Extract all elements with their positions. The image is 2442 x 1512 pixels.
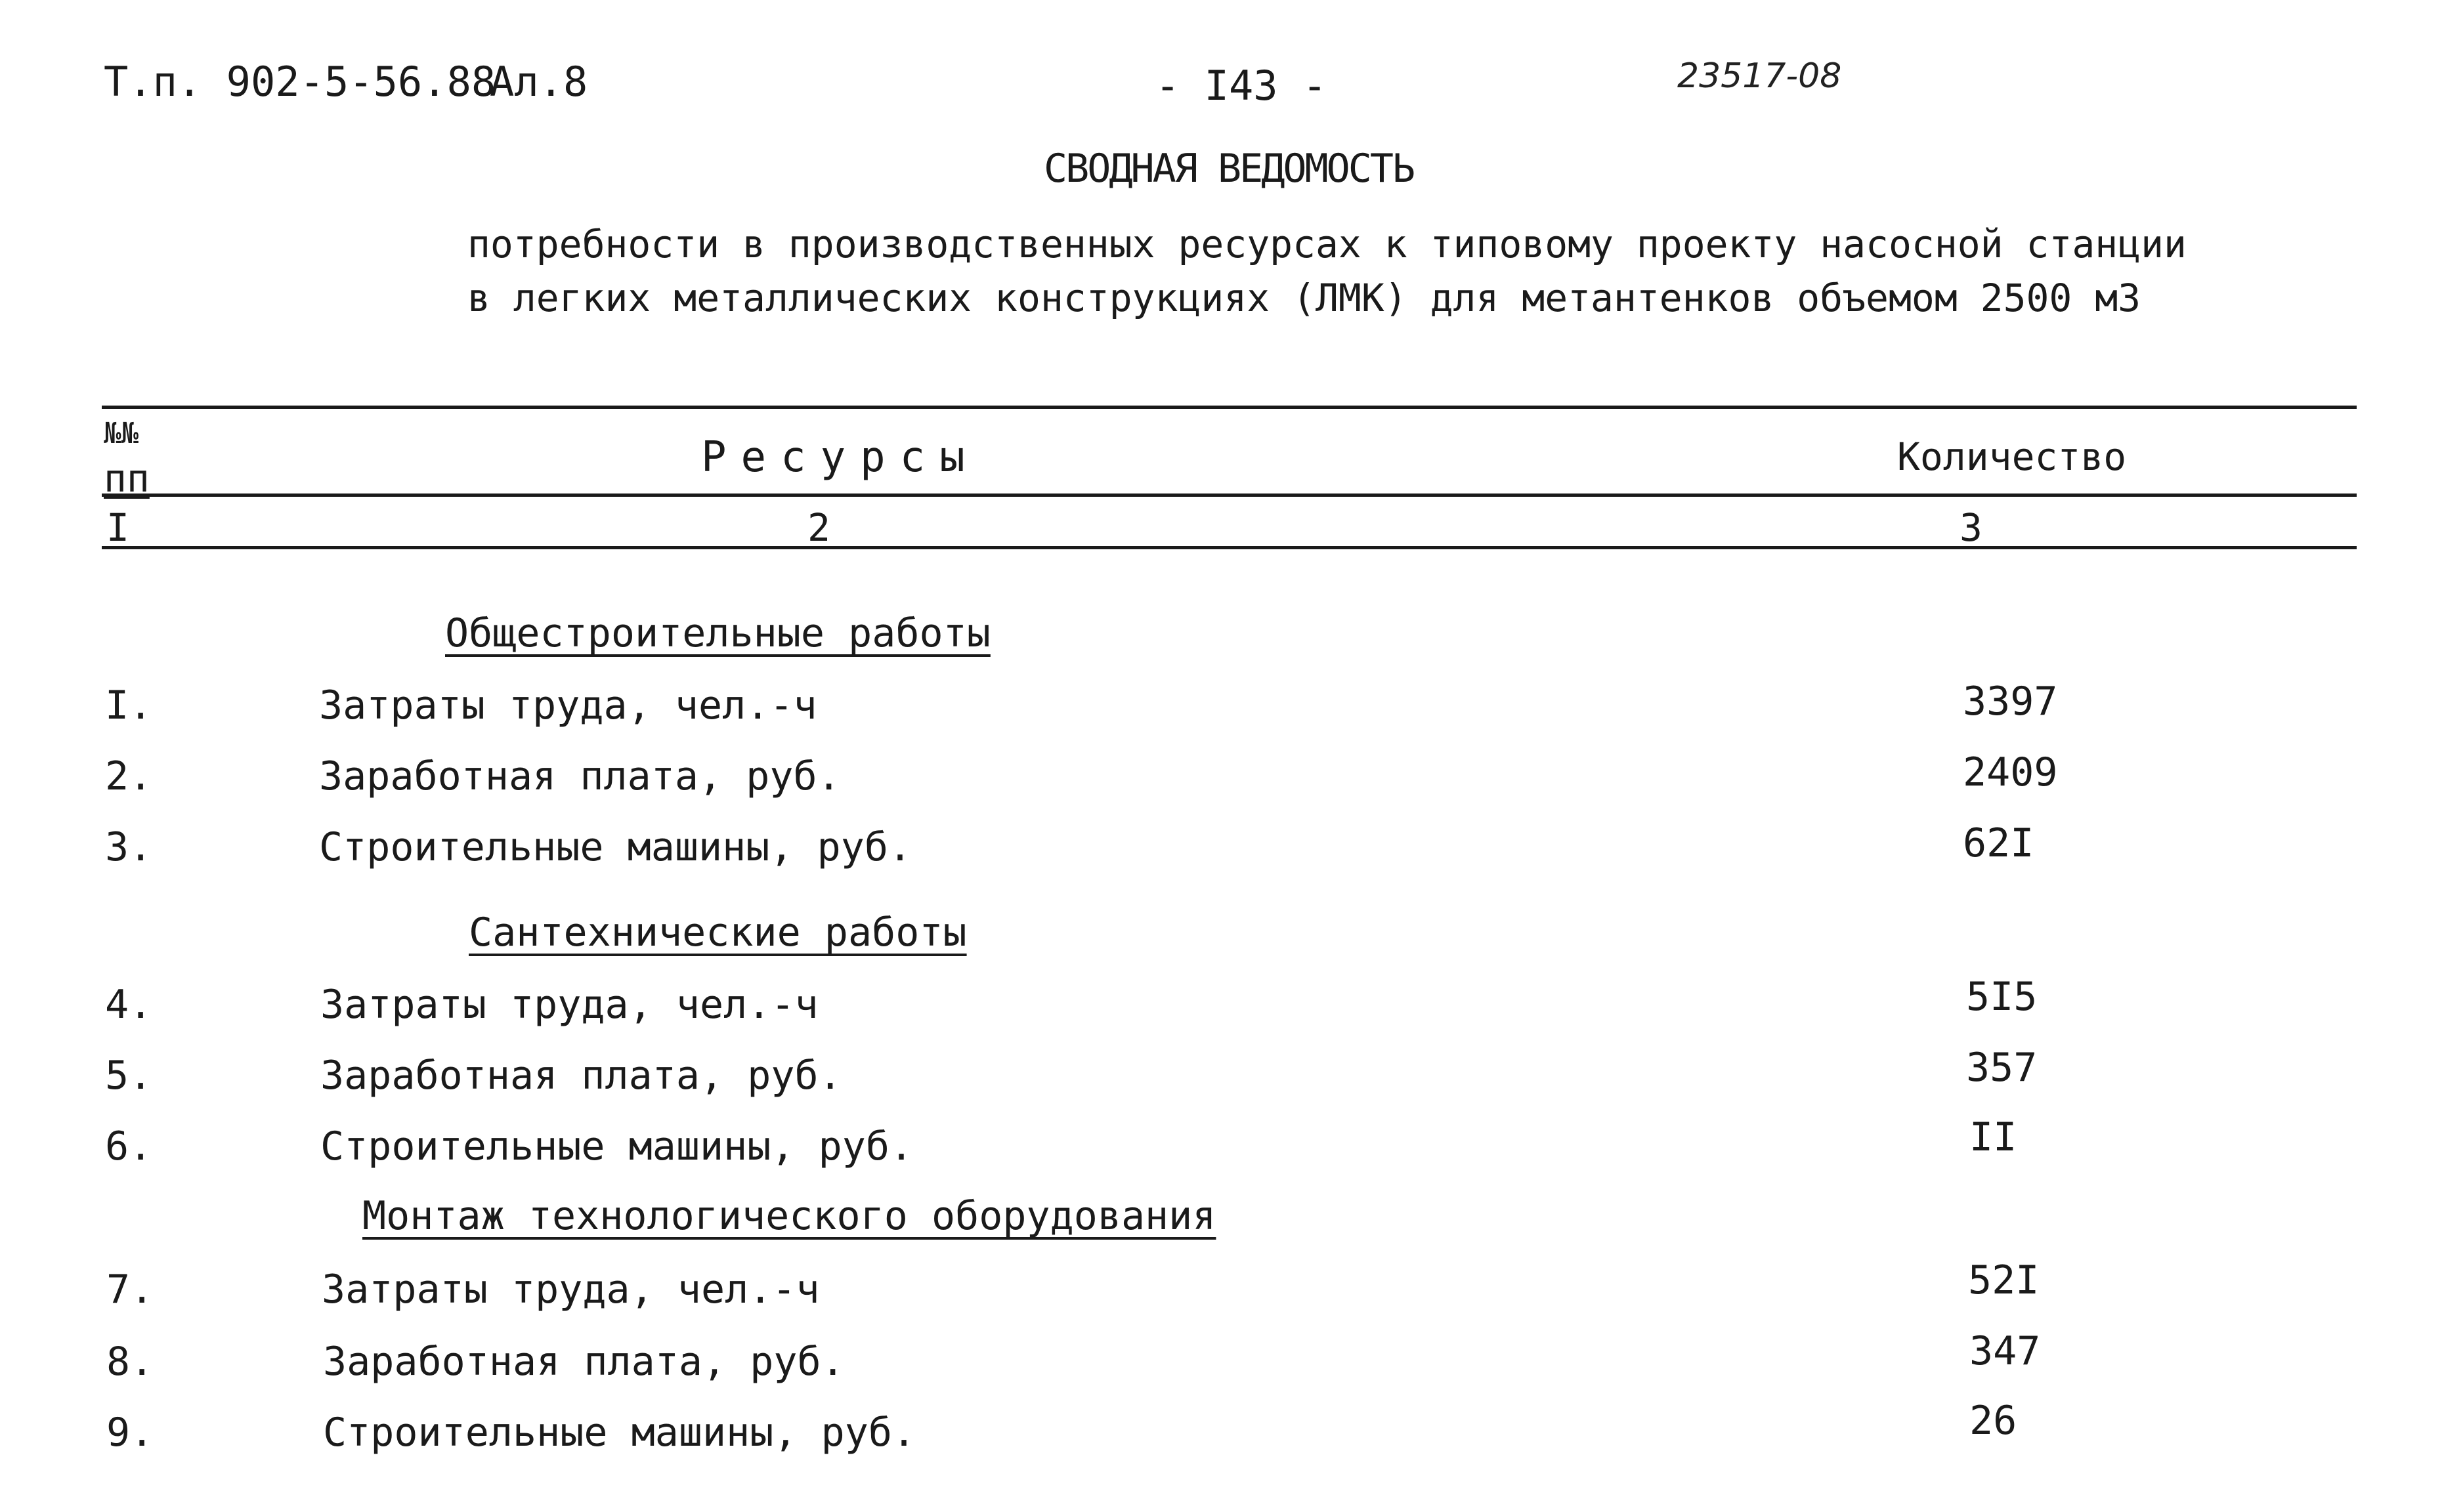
row-quantity: 52I bbox=[1968, 1257, 2040, 1303]
table-top-rule bbox=[102, 406, 2357, 409]
document-code: Т.п. 902-5-56.88 bbox=[104, 58, 496, 106]
row-number: 4. bbox=[105, 982, 153, 1028]
row-quantity: 2409 bbox=[1963, 749, 2058, 795]
row-resource: Строительные машины, руб. bbox=[320, 1124, 914, 1169]
section-title-general-construction: Общестроительные работы bbox=[445, 610, 991, 656]
table-index-rule bbox=[102, 546, 2357, 549]
section-title-equipment-installation: Монтаж технологического оборудования bbox=[362, 1193, 1216, 1239]
album-number: Ал.8 bbox=[490, 58, 588, 106]
inventory-number: 23517-08 bbox=[1677, 56, 1842, 96]
column-index-3: 3 bbox=[1960, 505, 1982, 550]
row-number: 6. bbox=[105, 1124, 153, 1169]
row-quantity: 5I5 bbox=[1966, 974, 2038, 1020]
row-quantity: 62I bbox=[1963, 820, 2034, 866]
column-resource-label: Ресурсы bbox=[701, 433, 979, 482]
row-number: I. bbox=[105, 682, 153, 728]
column-number-label-bottom: пп bbox=[104, 456, 150, 501]
row-quantity: 26 bbox=[1969, 1398, 2017, 1444]
row-number: 7. bbox=[106, 1267, 154, 1312]
row-number: 9. bbox=[106, 1410, 154, 1456]
subtitle-line-1: потребности в производственных ресурсах к типовому проекту насосной станции bbox=[467, 222, 2187, 266]
row-quantity: 347 bbox=[1969, 1328, 2041, 1374]
row-number: 3. bbox=[105, 824, 153, 870]
column-number-label-top: №№ bbox=[104, 417, 139, 450]
row-number: 2. bbox=[105, 753, 153, 799]
row-number: 5. bbox=[105, 1053, 153, 1099]
table-header-rule bbox=[102, 494, 2357, 497]
document-title: СВОДНАЯ ВЕДОМОСТЬ bbox=[1044, 146, 1414, 192]
row-resource: Заработная плата, руб. bbox=[320, 1053, 842, 1099]
row-quantity: 357 bbox=[1966, 1045, 2038, 1091]
row-resource: Строительные машины, руб. bbox=[319, 824, 912, 870]
row-resource: Заработная плата, руб. bbox=[323, 1339, 845, 1385]
column-quantity-label: Количество bbox=[1897, 434, 2127, 479]
subtitle-line-2: в легких металлических конструкциях (ЛМК) для метантенков объемом 2500 м3 bbox=[467, 276, 2141, 320]
row-resource: Затраты труда, чел.-ч bbox=[320, 982, 819, 1028]
section-title-plumbing: Сантехнические работы bbox=[469, 910, 967, 956]
row-quantity: II bbox=[1969, 1114, 2017, 1160]
row-quantity: 3397 bbox=[1963, 679, 2058, 724]
column-index-1: I bbox=[106, 505, 129, 550]
page-number: - I43 - bbox=[1155, 62, 1327, 110]
column-index-2: 2 bbox=[807, 505, 830, 550]
row-number: 8. bbox=[106, 1339, 154, 1385]
row-resource: Затраты труда, чел.-ч bbox=[319, 682, 817, 728]
row-resource: Строительные машины, руб. bbox=[323, 1410, 916, 1456]
row-resource: Затраты труда, чел.-ч bbox=[322, 1267, 820, 1312]
row-resource: Заработная плата, руб. bbox=[319, 753, 841, 799]
